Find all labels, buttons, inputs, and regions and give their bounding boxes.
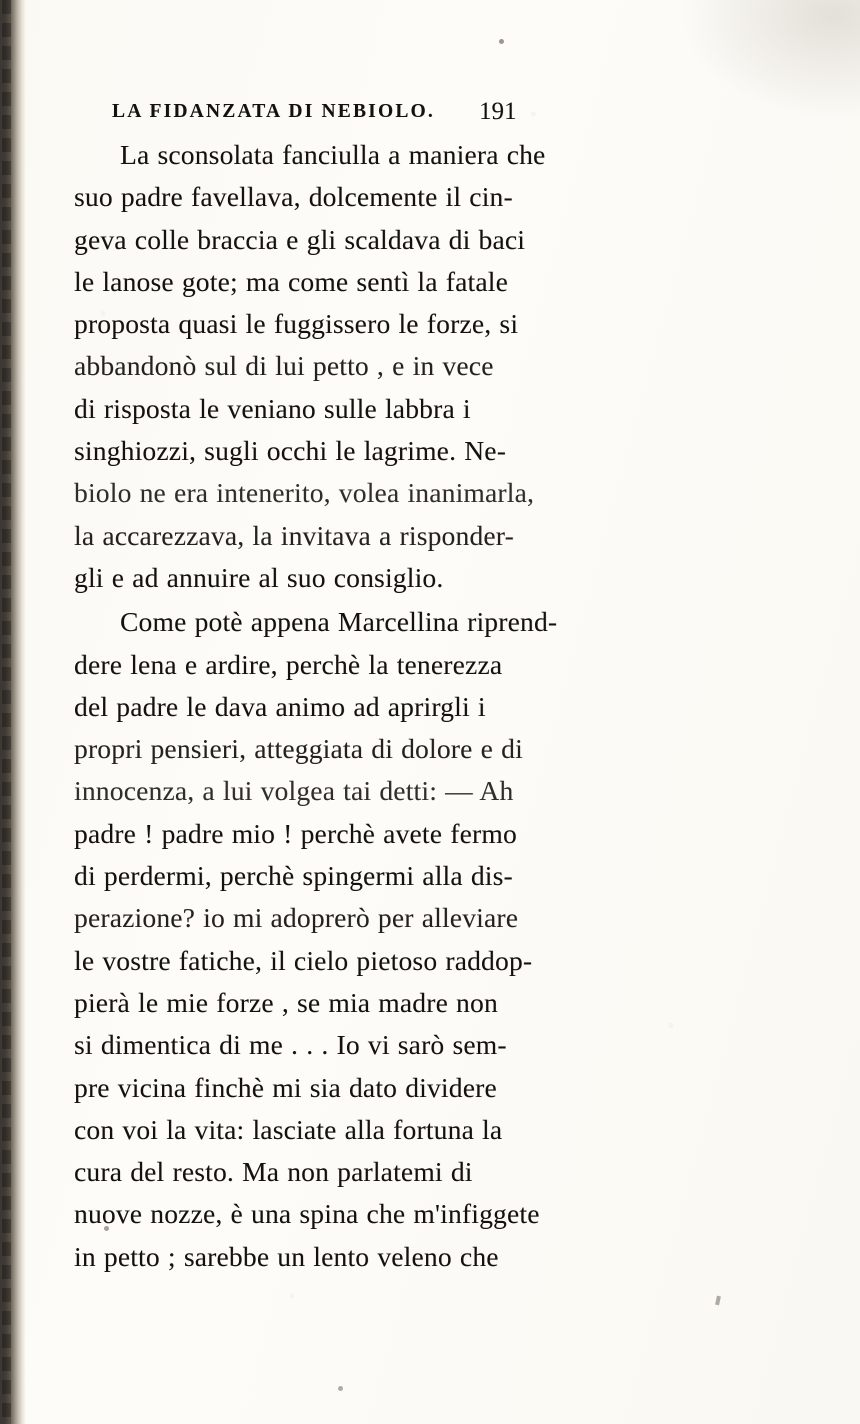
text-line: dere lena e ardire, perchè la tenerezza bbox=[74, 648, 503, 680]
text-line: singhiozzi, sugli occhi le lagrime. Ne- bbox=[74, 435, 507, 467]
text-line: con voi la vita: lasciate alla fortuna la bbox=[74, 1113, 503, 1145]
text-line: cura del resto. Ma non parlatemi di bbox=[74, 1156, 473, 1188]
text-line: padre ! padre mio ! perchè avete fermo bbox=[74, 817, 517, 849]
text-line: pierà le mie forze , se mia madre non bbox=[74, 986, 498, 1018]
text-line: nuove nozze, è una spina che m'infiggete bbox=[74, 1198, 540, 1230]
text-line: gli e ad annuire al suo consiglio. bbox=[74, 561, 444, 593]
page-number: 191 bbox=[478, 98, 517, 125]
text-line: proposta quasi le fuggissero le forze, si bbox=[74, 308, 519, 340]
paragraph-1 bbox=[74, 134, 724, 599]
paragraph-2 bbox=[74, 601, 724, 1278]
text-line: Come potè appena Marcellina riprend- bbox=[120, 606, 558, 638]
ink-speck bbox=[715, 1296, 721, 1306]
ink-speck bbox=[499, 39, 504, 44]
text-line: geva colle braccia e gli scaldava di baci bbox=[74, 223, 526, 255]
page-text-block bbox=[74, 96, 724, 1278]
text-line: in petto ; sarebbe un lento veleno che bbox=[74, 1240, 499, 1272]
running-head-title: LA FIDANZATA DI NEBIOLO. bbox=[112, 101, 435, 122]
text-line: di risposta le veniano sulle labbra i bbox=[74, 392, 471, 424]
text-line: perazione? io mi adoprerò per alleviare bbox=[74, 902, 519, 934]
text-line: biolo ne era intenerito, volea inanimarla, bbox=[74, 477, 535, 509]
text-line: suo padre favellava, dolcemente il cin- bbox=[74, 181, 513, 213]
running-head bbox=[112, 96, 724, 124]
text-line: innocenza, a lui volgea tai detti: — Ah bbox=[74, 775, 514, 807]
text-line: le vostre fatiche, il cielo pietoso raddop- bbox=[74, 944, 533, 976]
text-line: le lanose gote; ma come sentì la fatale bbox=[74, 265, 509, 297]
page-binding-shadow bbox=[0, 0, 26, 1424]
text-line: abbandonò sul di lui petto , e in vece bbox=[74, 350, 494, 382]
ink-speck bbox=[338, 1386, 343, 1391]
text-line: pre vicina finchè mi sia dato dividere bbox=[74, 1071, 497, 1103]
text-line: del padre le dava animo ad aprirgli i bbox=[74, 690, 486, 722]
text-line: si dimentica di me . . . Io vi sarò sem- bbox=[74, 1029, 507, 1061]
text-line: La sconsolata fanciulla a maniera che bbox=[120, 139, 546, 170]
text-line: di perdermi, perchè spingermi alla dis- bbox=[74, 860, 513, 892]
text-line: propri pensieri, atteggiata di dolore e di bbox=[74, 733, 523, 765]
text-line: la accarezzava, la invitava a risponder- bbox=[74, 519, 514, 551]
